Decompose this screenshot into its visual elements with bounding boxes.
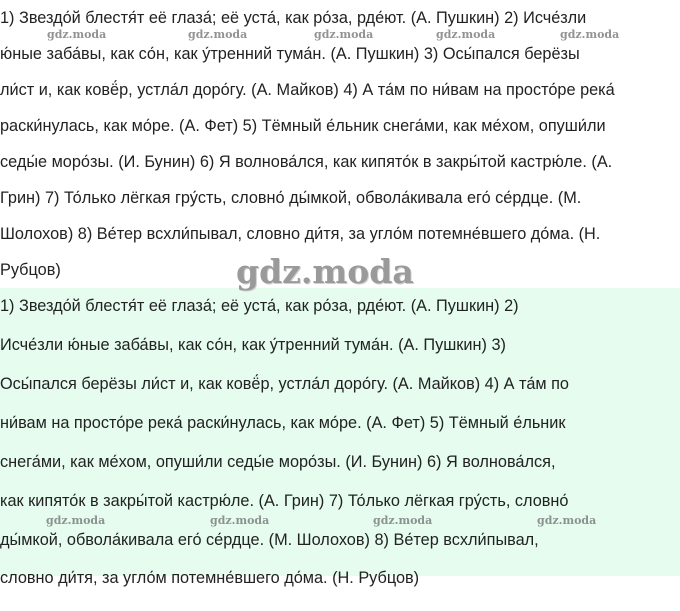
text-line: 1) Звездо́й блестя́т её глаза́; её уста́, как ро́за, рде́ют. (А. Пушкин) 2) bbox=[0, 297, 519, 315]
text-line: Грин) 7) То́лько лёгкая гру́сть, словно́ ды́мкой, обвола́кивала его́ се́рдце. (М. bbox=[0, 189, 582, 207]
text-line: Рубцов) bbox=[0, 261, 61, 279]
watermark-small: gdz.moda bbox=[537, 514, 597, 527]
watermark-small: gdz.moda bbox=[436, 28, 496, 41]
text-line: словно ди́тя, за угло́м потемне́вшего до́ма. (Н. Рубцов) bbox=[0, 569, 420, 587]
watermark-small: gdz.moda bbox=[560, 28, 620, 41]
watermark-small: gdz.moda bbox=[210, 514, 270, 527]
watermark-small: gdz.moda bbox=[314, 28, 374, 41]
text-line: ни́вам на просто́ре река́ раски́нулась, как мо́ре. (А. Фет) 5) Тёмный е́льник bbox=[0, 414, 566, 432]
text-line: 1) Звездо́й блестя́т её глаза́; её уста́, как ро́за, рде́ют. (А. Пушкин) 2) Исче́зли bbox=[0, 9, 587, 27]
answer-block-highlighted bbox=[0, 288, 680, 587]
watermark-logo: gdz.moda bbox=[236, 252, 414, 291]
text-line: раски́нулась, как мо́ре. (А. Фет) 5) Тёмный е́льник снега́ми, как ме́хом, опуши́ли bbox=[0, 117, 606, 135]
watermark-small: gdz.moda bbox=[46, 514, 106, 527]
text-line: ды́мкой, обвола́кивала его́ се́рдце. (М. Шолохов) 8) Ве́тер всхли́пывал, bbox=[0, 531, 539, 549]
text-line: ю́ные заба́вы, как со́н, как у́тренний тума́н. (А. Пушкин) 3) Осы́пался берёзы bbox=[0, 45, 580, 63]
text-line: как кипято́к в закры́той кастрю́ле. (А. Грин) 7) То́лько лёгкая гру́сть, словно́ bbox=[0, 492, 569, 510]
text-line: седы́е моро́зы. (И. Бунин) 6) Я волнова́лся, как кипято́к в закры́той кастрю́ле. (А. bbox=[0, 153, 613, 171]
watermark-small: gdz.moda bbox=[373, 514, 433, 527]
answer-block-plain bbox=[0, 0, 680, 288]
text-line: ли́ст и, как ковё́р, устла́л доро́гу. (А. Майков) 4) А та́м по ни́вам на просто́ре река́ bbox=[0, 81, 615, 99]
text-line: Шолохов) 8) Ве́тер всхли́пывал, словно ди́тя, за угло́м потемне́вшего до́ма. (Н. bbox=[0, 225, 601, 243]
text-line: снега́ми, как ме́хом, опуши́ли седы́е моро́зы. (И. Бунин) 6) Я волнова́лся, bbox=[0, 453, 556, 471]
text-line: Осы́пался берёзы ли́ст и, как ковё́р, устла́л доро́гу. (А. Майков) 4) А та́м по bbox=[0, 375, 569, 393]
text-line: Исче́зли ю́ные заба́вы, как со́н, как у́тренний тума́н. (А. Пушкин) 3) bbox=[0, 336, 506, 354]
watermark-small: gdz.moda bbox=[188, 28, 248, 41]
watermark-small: gdz.moda bbox=[47, 28, 107, 41]
